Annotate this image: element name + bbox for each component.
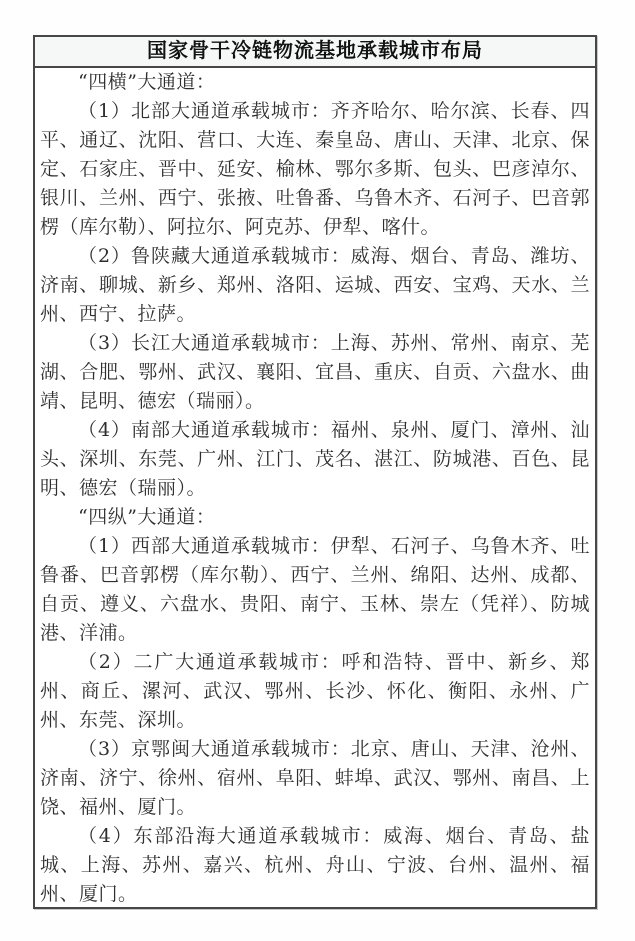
- section-heading: “四横”大通道：: [78, 71, 216, 93]
- channel-paragraph: （3）京鄂闽大通道承载城市：北京、唐山、天津、沧州、济南、济宁、徐州、宿州、阜阳、蚌埠、武汉、鄂州、南昌、上饶、福州、厦门。: [40, 738, 590, 818]
- section-heading: “四纵”大通道：: [78, 506, 216, 528]
- channel-paragraph: （1）北部大通道承载城市：齐齐哈尔、哈尔滨、长春、四平、通辽、沈阳、营口、大连、秦皇岛、唐山、天津、北京、保定、石家庄、晋中、延安、榆林、鄂尔多斯、包头、巴彦淖尔、银川、兰州、西宁、张掖、吐鲁番、乌鲁木齐、石河子、巴音郭楞（库尔勒）、阿拉尔、阿克苏、伊犁、喀什。: [40, 100, 590, 238]
- channel-paragraph: （2）二广大通道承载城市：呼和浩特、晋中、新乡、郑州、商丘、漯河、武汉、鄂州、长沙、怀化、衡阳、永州、广州、东莞、深圳。: [40, 651, 590, 731]
- layout-table-box: [33, 35, 597, 909]
- document-body: [35, 68, 595, 909]
- channel-paragraph: （1）西部大通道承载城市：伊犁、石河子、乌鲁木齐、吐鲁番、巴音郭楞（库尔勒）、西宁、兰州、绵阳、达州、成都、自贡、遵义、六盘水、贵阳、南宁、玉林、崇左（凭祥）、防城港、洋浦。: [40, 535, 590, 644]
- channel-paragraph: （4）东部沿海大通道承载城市：威海、烟台、青岛、盐城、上海、苏州、嘉兴、杭州、舟山、宁波、台州、温州、福州、厦门。: [40, 825, 590, 905]
- document-title: 国家骨干冷链物流基地承载城市布局: [35, 37, 595, 68]
- channel-paragraph: （3）长江大通道承载城市：上海、苏州、常州、南京、芜湖、合肥、鄂州、武汉、襄阳、宜昌、重庆、自贡、六盘水、曲靖、昆明、德宏（瑞丽）。: [40, 332, 590, 412]
- channel-paragraph: （2）鲁陕藏大通道承载城市：威海、烟台、青岛、潍坊、济南、聊城、新乡、郑州、洛阳、运城、西安、宝鸡、天水、兰州、西宁、拉萨。: [40, 245, 590, 325]
- channel-paragraph: （4）南部大通道承载城市：福州、泉州、厦门、漳州、汕头、深圳、东莞、广州、江门、茂名、湛江、防城港、百色、昆明、德宏（瑞丽）。: [40, 419, 590, 499]
